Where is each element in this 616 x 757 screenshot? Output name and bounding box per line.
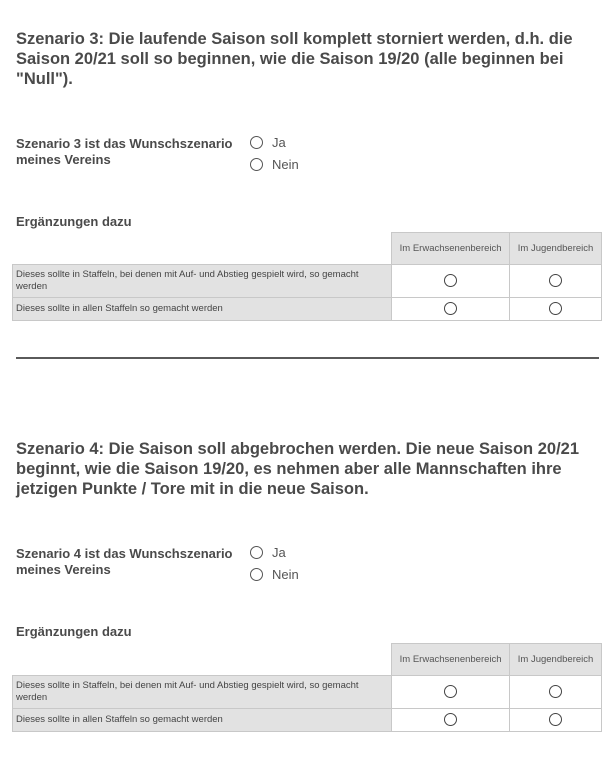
scenario4-supplement-label: Ergänzungen dazu	[16, 624, 132, 639]
table-row	[13, 298, 602, 321]
table-row	[13, 676, 602, 709]
scenario3-supplement-label: Ergänzungen dazu	[16, 214, 132, 229]
scenario4-matrix	[12, 643, 602, 732]
cell[interactable]	[392, 265, 510, 298]
radio-button[interactable]	[444, 685, 457, 698]
scenario4-option-ja[interactable]	[250, 543, 286, 561]
row-label: Dieses sollte in allen Staffeln so gemacht werden	[13, 709, 392, 732]
cell[interactable]	[510, 709, 602, 732]
row-label: Dieses sollte in allen Staffeln so gemacht werden	[13, 298, 392, 321]
scenario3-question: Szenario 3 ist das Wunschszenario meines Vereins	[16, 136, 233, 167]
cell[interactable]	[392, 298, 510, 321]
table-row	[13, 709, 602, 732]
scenario3-matrix	[12, 232, 602, 321]
cell[interactable]	[392, 676, 510, 709]
option-label: Nein	[272, 156, 299, 172]
radio-button[interactable]	[549, 685, 562, 698]
row-label: Dieses sollte in Staffeln, bei denen mit Auf- und Abstieg gespielt wird, so gemacht werden	[13, 265, 392, 298]
column-header: Im Erwachsenenbereich	[392, 644, 510, 676]
radio-button[interactable]	[549, 302, 562, 315]
scenario4-option-nein[interactable]	[250, 565, 299, 583]
option-label: Ja	[272, 544, 286, 560]
table-row	[13, 265, 602, 298]
column-header: Im Erwachsenenbereich	[392, 233, 510, 265]
scenario3-option-ja[interactable]	[250, 133, 286, 151]
radio-button[interactable]	[444, 713, 457, 726]
radio-button[interactable]	[549, 713, 562, 726]
cell[interactable]	[510, 298, 602, 321]
cell[interactable]	[510, 676, 602, 709]
cell[interactable]	[510, 265, 602, 298]
scenario3-option-nein[interactable]	[250, 155, 299, 173]
row-label: Dieses sollte in Staffeln, bei denen mit Auf- und Abstieg gespielt wird, so gemacht werden	[13, 676, 392, 709]
scenario4-question: Szenario 4 ist das Wunschszenario meines Vereins	[16, 546, 233, 577]
option-label: Ja	[272, 134, 286, 150]
section-divider	[16, 357, 599, 359]
column-header: Im Jugendbereich	[510, 233, 602, 265]
option-label: Nein	[272, 566, 299, 582]
radio-button[interactable]	[444, 274, 457, 287]
cell[interactable]	[392, 709, 510, 732]
radio-button[interactable]	[250, 546, 263, 559]
radio-button[interactable]	[444, 302, 457, 315]
scenario3-heading: Szenario 3: Die laufende Saison soll komplett storniert werden, d.h. die Saison 20/21 soll so beginnen, wie die Saison 19/20 (alle beginnen bei "Null").	[16, 30, 573, 88]
radio-button[interactable]	[250, 136, 263, 149]
column-header: Im Jugendbereich	[510, 644, 602, 676]
radio-button[interactable]	[250, 568, 263, 581]
radio-button[interactable]	[250, 158, 263, 171]
scenario4-heading: Szenario 4: Die Saison soll abgebrochen werden. Die neue Saison 20/21 beginnt, wie die Saison 19/20, es nehmen aber alle Mannschaften ihre jetzigen Punkte / Tore mit in die neue Saison.	[16, 440, 580, 498]
radio-button[interactable]	[549, 274, 562, 287]
